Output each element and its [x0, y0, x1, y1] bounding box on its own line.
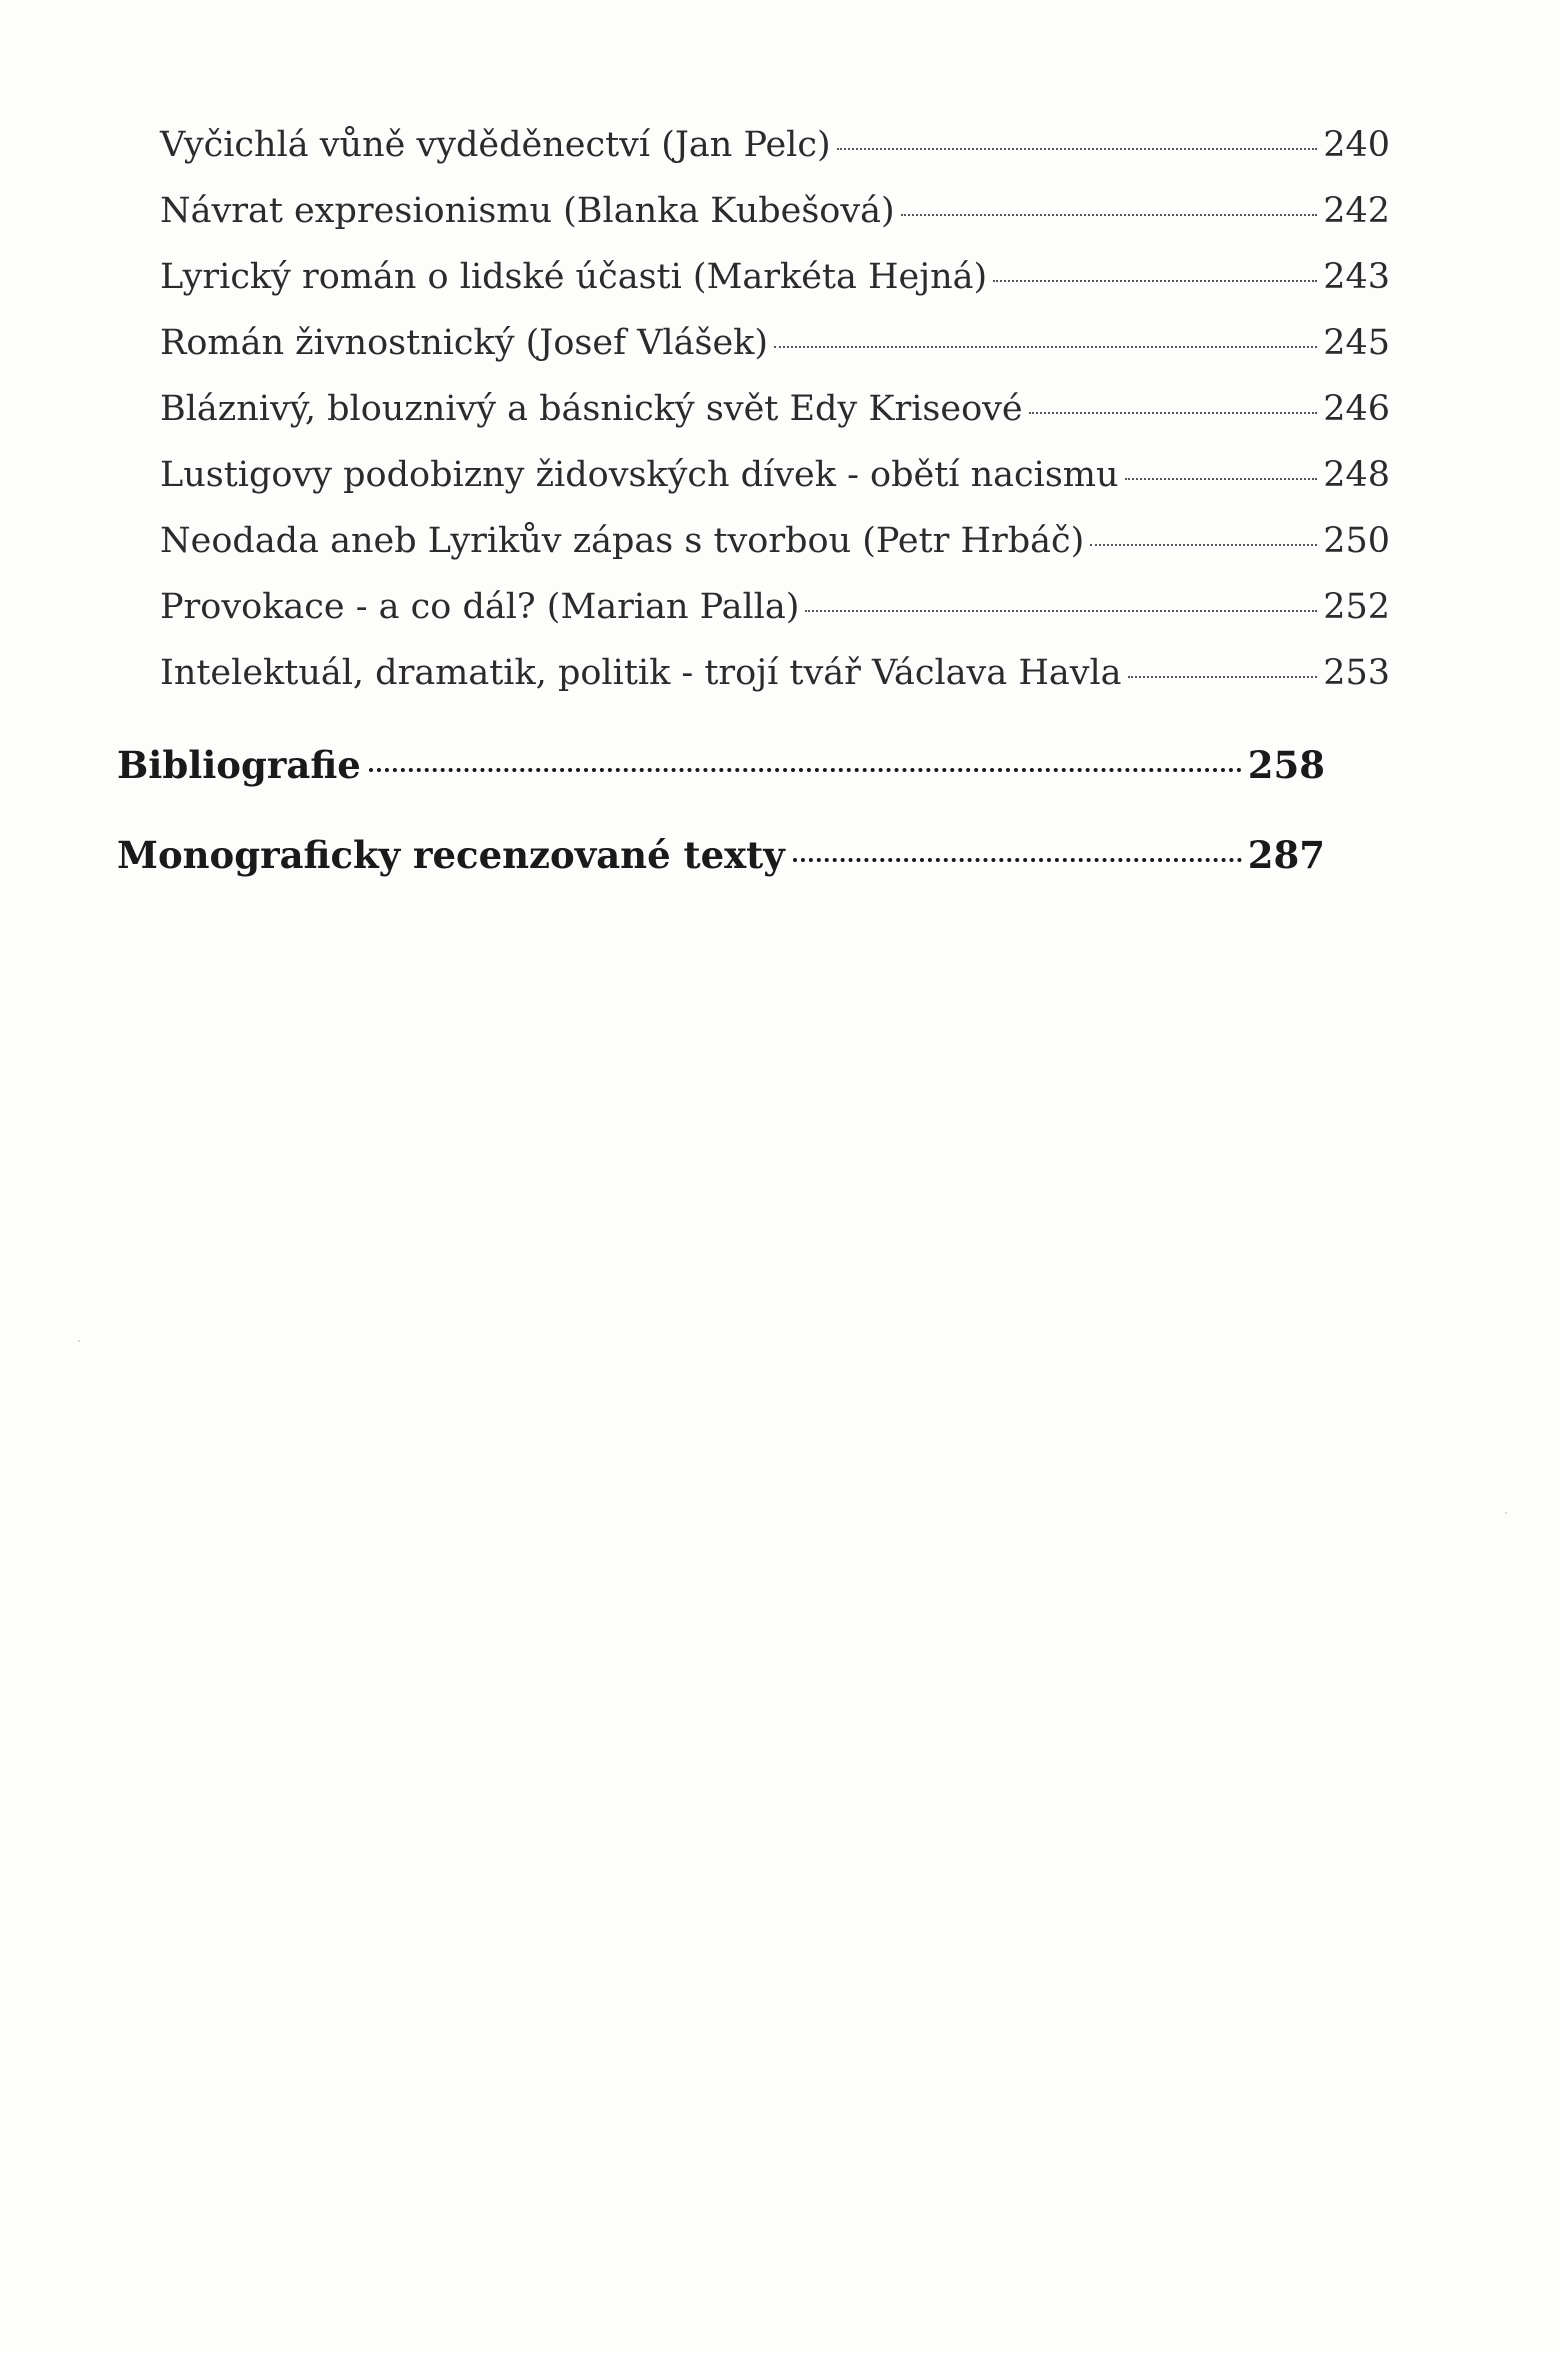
- toc-entry-title: Bláznivý, blouznivý a básnický svět Edy Kriseové: [160, 389, 1023, 429]
- toc-entry: [160, 442, 1390, 508]
- toc-entry-page: 250: [1323, 521, 1390, 561]
- dot-leader: [793, 858, 1242, 862]
- toc-subsection-list: [160, 112, 1390, 706]
- dot-leader: [1125, 478, 1318, 480]
- toc-entry-title: Vyčichlá vůně vyděděnectví (Jan Pelc): [160, 125, 831, 165]
- toc-entry-page: 252: [1323, 587, 1390, 627]
- toc-entry-page: 246: [1323, 389, 1390, 429]
- toc-entry-title: Lyrický román o lidské účasti (Markéta Hejná): [160, 257, 988, 297]
- dot-leader: [993, 280, 1317, 282]
- toc-main-entry-title: Monograficky recenzované texty: [117, 833, 785, 877]
- dot-leader: [774, 346, 1317, 348]
- toc-entry-page: 243: [1323, 257, 1390, 297]
- toc-entry: [160, 244, 1390, 310]
- toc-entry: [160, 376, 1390, 442]
- toc-entry-page: 245: [1323, 323, 1390, 363]
- toc-entry-title: Intelektuál, dramatik, politik - trojí tvář Václava Havla: [160, 653, 1122, 693]
- toc-entry: [160, 574, 1390, 640]
- toc-entry: [160, 178, 1390, 244]
- toc-entry: [160, 112, 1390, 178]
- toc-entry: [160, 508, 1390, 574]
- dot-leader: [369, 768, 1242, 772]
- toc-entry-title: Neodada aneb Lyrikův zápas s tvorbou (Petr Hrbáč): [160, 521, 1085, 561]
- toc-main-entry-page: 258: [1247, 743, 1325, 787]
- dot-leader: [837, 148, 1318, 150]
- toc-entry-title: Návrat expresionismu (Blanka Kubešová): [160, 191, 895, 231]
- dot-leader: [1029, 412, 1318, 414]
- toc-main-entry-title: Bibliografie: [117, 743, 361, 787]
- toc-entry-title: Provokace - a co dál? (Marian Palla): [160, 587, 800, 627]
- toc-main-entry: [117, 810, 1325, 900]
- paper-speck: [1505, 1512, 1507, 1514]
- dot-leader: [1128, 676, 1318, 678]
- toc-entry-page: 240: [1323, 125, 1390, 165]
- toc-main-entry-page: 287: [1247, 833, 1325, 877]
- dot-leader: [901, 214, 1318, 216]
- toc-entry-title: Lustigovy podobizny židovských dívek - obětí nacismu: [160, 455, 1119, 495]
- toc-main-entry: [117, 720, 1325, 810]
- dot-leader: [805, 610, 1317, 612]
- toc-entry-page: 253: [1323, 653, 1390, 693]
- toc-main-section-list: [117, 720, 1325, 900]
- dot-leader: [1090, 544, 1317, 546]
- toc-entry-page: 242: [1323, 191, 1390, 231]
- toc-entry-page: 248: [1323, 455, 1390, 495]
- toc-entry: [160, 640, 1390, 706]
- toc-entry: [160, 310, 1390, 376]
- toc-entry-title: Román živnostnický (Josef Vlášek): [160, 323, 769, 363]
- paper-speck: [78, 1340, 80, 1342]
